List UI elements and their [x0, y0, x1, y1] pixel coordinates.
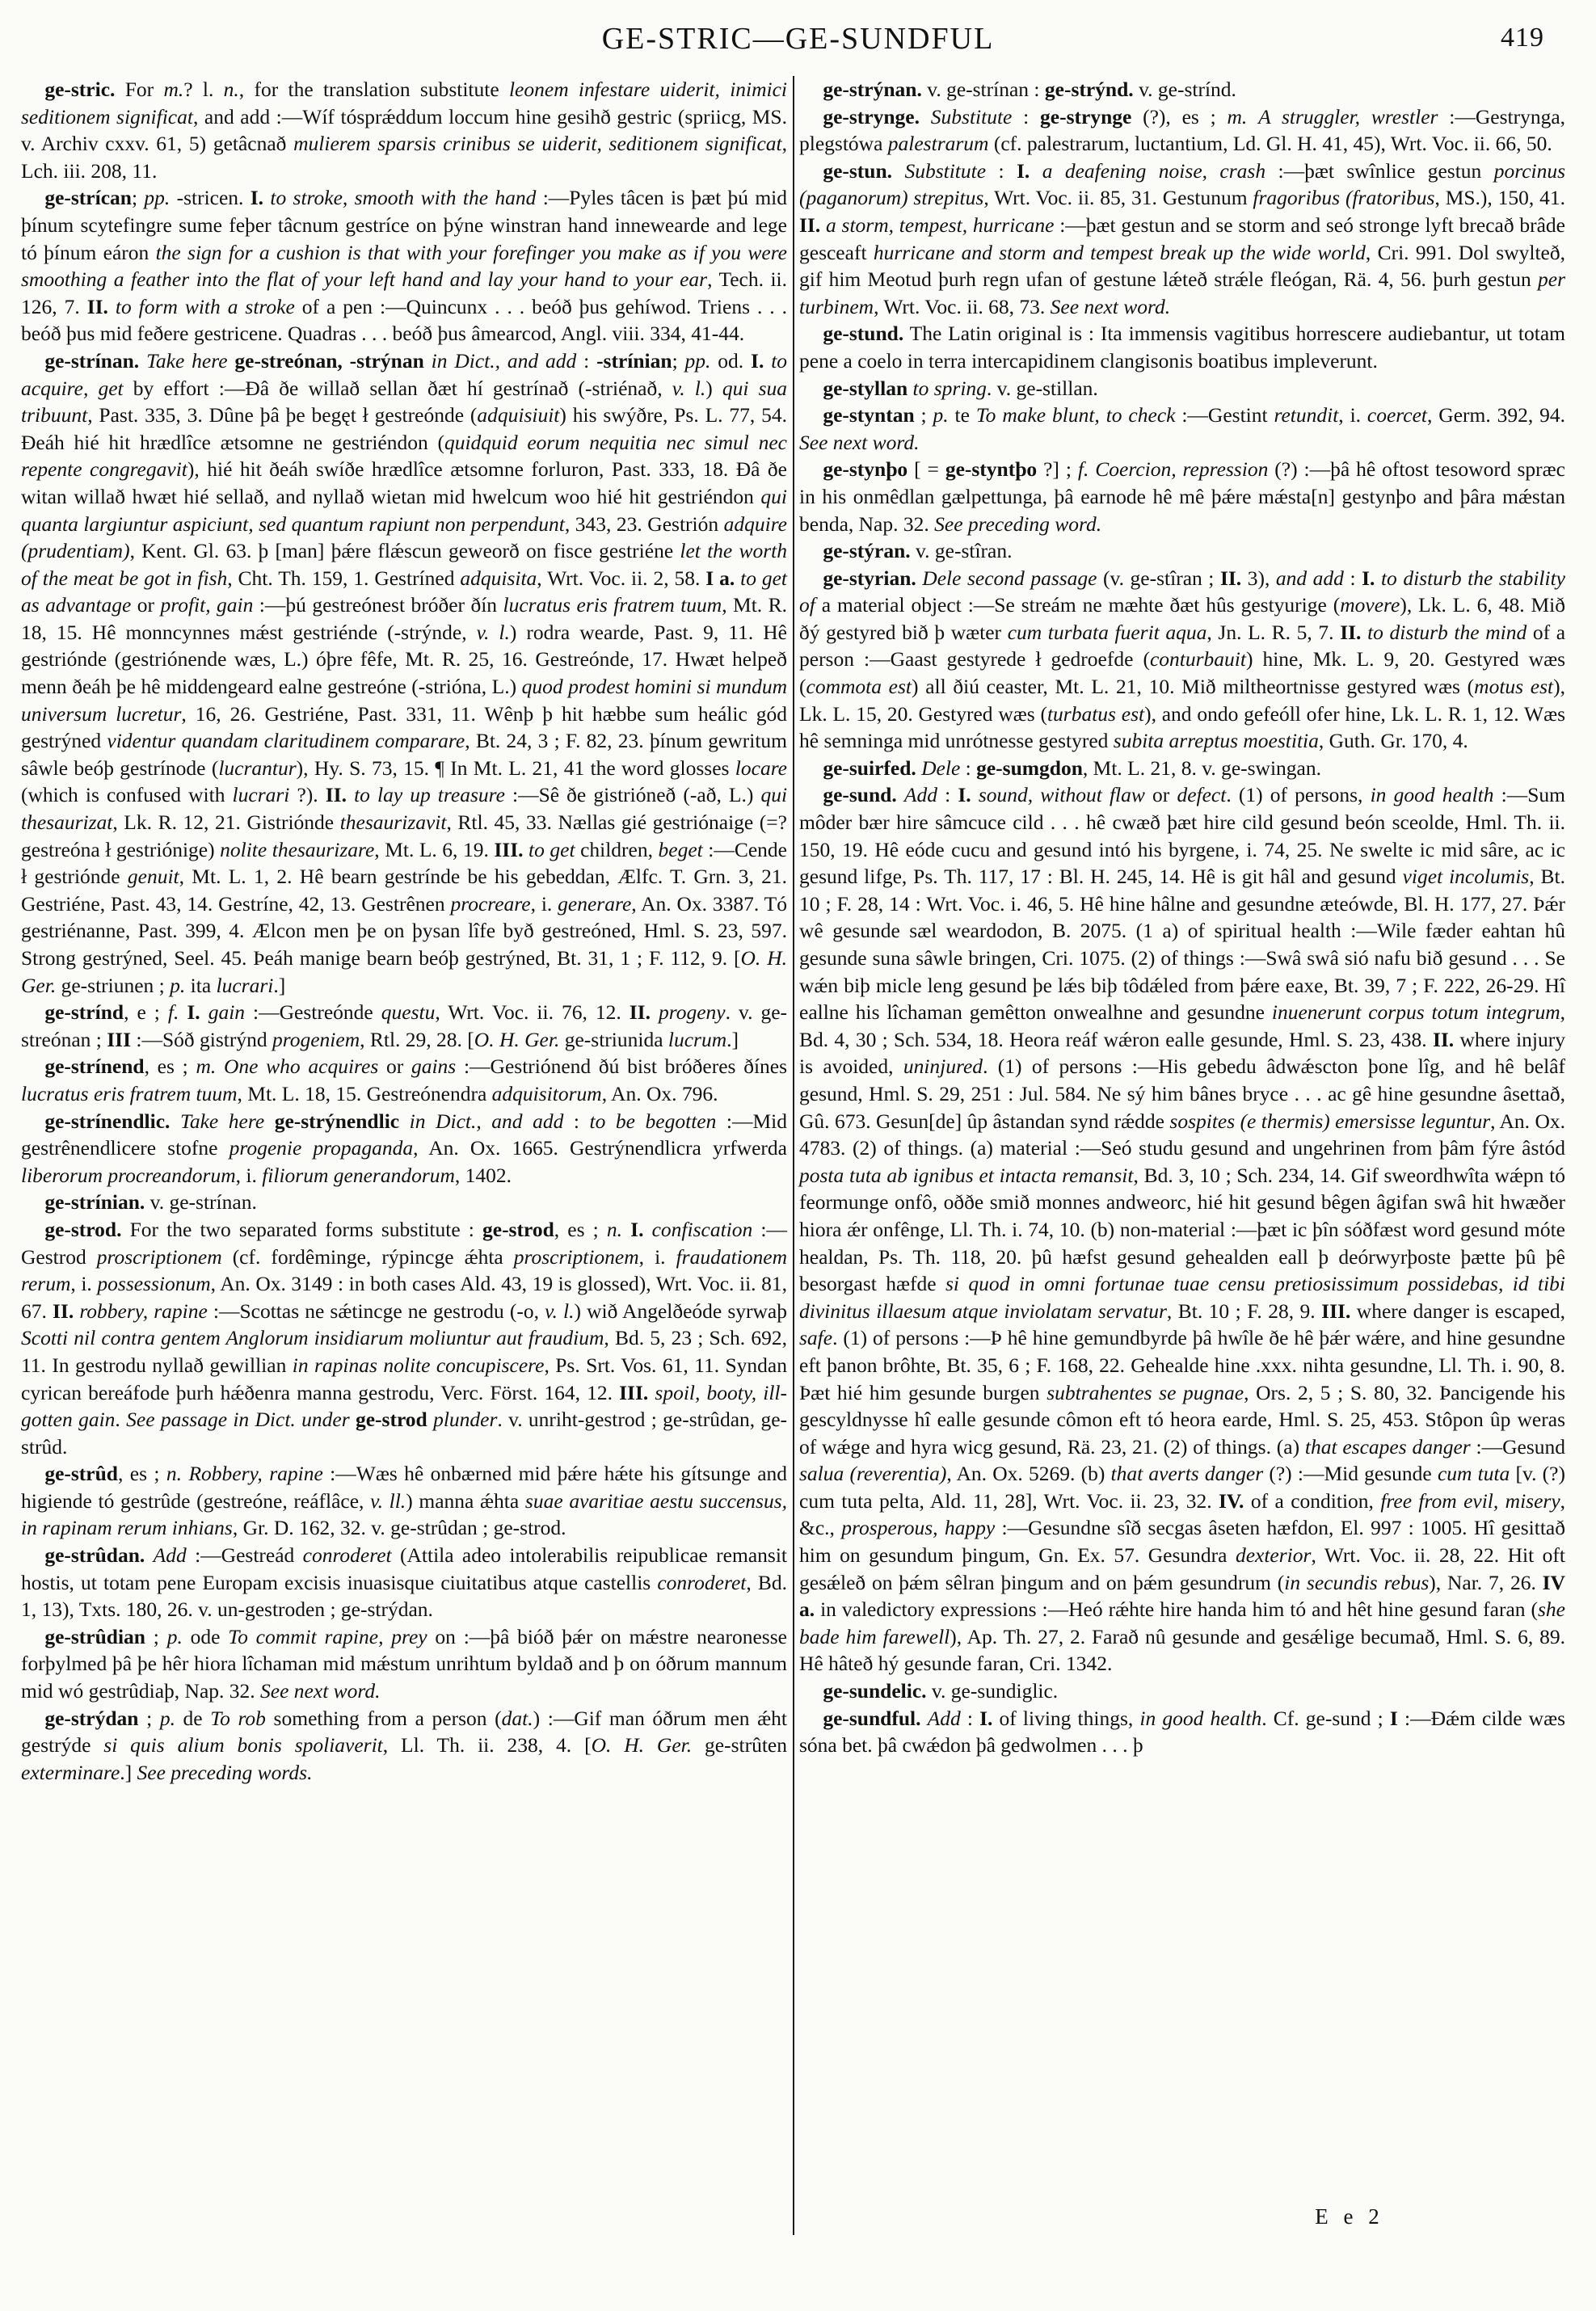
text-columns — [21, 76, 1575, 2311]
column-left — [21, 76, 787, 1786]
dictionary-entry: ge-strínian. v. ge-strínan. — [44, 1190, 257, 1214]
dictionary-entry: ge-strícan; pp. -stricen. I. to stroke, smooth with the hand :—Pyles tâcen is þæt þú mid þínum scytefingre sume feþer tâcnum gestríce on þýne winstran hand innewearde and lege tó þínum eáron the sign for a cushion is that with your forefinger you make as if you were smoothing a feather into the flat of your left hand and lay your hand to your ear, Tech. ii. 126, 7. II. to form with a stroke of a pen :—Quincunx . . . beóð þus gehíwod. Triens . . . beóð þus mid feðere gestricene. Quadras . . . beóð þus âmearcod, Angl. viii. 334, 41-44. — [21, 186, 788, 346]
dictionary-entry: ge-strûdian ; p. ode To commit rapine, prey on :—þâ bióð þǽr on mǽstre nearonesse forþylmed þâ þe hêr hiora lîchaman mid mǽstum unrihtum byldað and þ on óðrum mannum mid wó gestrûdiaþ, Nap. 32. See next word. — [21, 1624, 787, 1703]
dictionary-entry: ge-sund. Add : I. sound, without flaw or defect. (1) of persons, in good health :—Sum môder bær hire sâmcuce cild . . . hê cwæð þæt hire cild gesund beón sceolde, Hml. Th. ii. 150, 19. Hê eóde cucu and gesund intó his byrgene, i. 74, 25. Ne swelte ic mid sâre, ac ic gesund lifge, Ps. Th. 117, 17 : Bl. H. 245, 14. Hê is git hâl and gesund viget incolumis, Bt. 10 ; F. 28, 14 : Wrt. Voc. i. 46, 5. Hê hine hâlne and gesundne æteówde, Bl. H. 177, 27. Þǽr wê gesunde sæl weardodon, B. 2075. (1 a) of spiritual health :—Wile fæder eahtan hû gesunde suna sâwle bringen, Cri. 1075. (2) of things :—Swâ swâ sió nafu bið gesund . . . Se wǽn biþ micle leng gesund þe lǽs biþ tôdǽled from þǽre eaxe, Bt. 39, 7 ; F. 222, 26-29. Hî eallne his lîchaman gemêtton onwealhne and gesundne inuenerunt corpus totum integrum, Bd. 4, 30 ; Sch. 534, 18. Heora reáf wǽron ealle gesunde, Hml. S. 23, 438. II. where injury is avoided, uninjured. (1) of persons :—His gebedu âdwǽscton þone lîg, and hê belâf gesund, Hml. S. 29, 251 : Jul. 584. Ne sý him bânes bryce . . . ac gê hine gesundne âsettað, Gû. 673. Gesun[de] ûp âstandan synd rǽdde sospites (e thermis) emersisse leguntur, An. Ox. 4783. (2) of things. (a) material :—Seó studu gesund and ungehrinen from þâm fýre âstód posta tuta ab ignibus et intacta remansit, Bd. 3, 10 ; Sch. 234, 14. Gif sweordhwîta wǽpn tó feormunge onfô, oððe smið monnes andweorc, hié hit gesund bêgen âgifan swâ hit hwæðer hiora ǽr onfênge, Ll. Th. i. 74, 10. (b) non-material :—þæt ic þîn sóðfæst word gesund móte healdan, Ps. Th. 118, 20. þû hæfst gesund gehealden eall þ deórwyrþoste þætte þû þê besorgast hæfde si quod in omni fortunae tuae censu pretiosissimum possidebas, id tibi divinitus illaesum atque inviolatam servatur, Bt. 10 ; F. 28, 9. III. where danger is escaped, safe. (1) of persons :—Þ hê hine gemundbyrde þâ hwîle ðe hê þǽr wǽre, and hine gesundne eft þanon brôhte, Bt. 35, 6 ; F. 168, 22. Gehealde hine .xxx. nihta gesundne, Ll. Th. i. 90, 8. Þæt hié him gesunde burgen subtrahentes se pugnae, Ors. 2, 5 ; S. 80, 32. Þancigende his gescyldnysse hî ealle gesunde cômon eft tó heora earde, Hml. S. 25, 453. Stôpon ûp weras of wǽge and hyra wicg gesund, Rä. 23, 21. (2) of things. (a) that escapes danger :—Gesund salua (reverentia), An. Ox. 5269. (b) that averts danger (?) :—Mid gesunde cum tuta [v. (?) cum tuta pelta, Ald. 11, 28], Wrt. Voc. ii. 23, 32. IV. of a condition, free from evil, misery, &c., prosperous, happy :—Gesundne sîð secgas âseten hæfdon, El. 997 : 1005. Hî gesittað him on gesundum þingum, Gn. Ex. 57. Gesundra dexterior, Wrt. Voc. ii. 28, 22. Hit oft gesǽleð on þǽm sêlran þingum and on þǽm gesundrum (in secundis rebus), Nar. 7, 26. IV a. in valedictory expressions :—Heó rǽhte hire handa him tó and hêt hine gesund faran (she bade him farewell), Ap. Th. 27, 2. Farað nû gesunde and gesǽlige becumað, Hml. S. 6, 89. Hê hâteð hý gesunde faran, Cri. 1342. — [799, 783, 1566, 1676]
signature-mark: E e 2 — [1315, 2204, 1384, 2229]
column-divider-rule — [793, 76, 794, 2235]
dictionary-entry: ge-styrian. Dele second passage (v. ge-stîran ; II. 3), and add : I. to disturb the stability of a material object :—Se streám ne mæhte ðæt hûs gestyurige (movere), Lk. L. 6, 48. Mið ðý gestyred bið þ wæter cum turbata fuerit aqua, Jn. L. R. 5, 7. II. to disturb the mind of a person :—Gaast gestyrede ł gedroefde (conturbauit) hine, Mk. L. 9, 20. Gestyred wæs (commota est) all ðiú ceaster, Mt. L. 21, 10. Mið miltheortnisse gestyred wæs (motus est), Lk. L. 15, 20. Gestyred wæs (turbatus est), and ondo gefeóll ofer hine, Lk. L. R. 1, 12. Wæs hê semninga mid unrótnesse gestyred subita arreptus moestitia, Guth. Gr. 170, 4. — [799, 566, 1566, 753]
dictionary-entry: ge-strínd, e ; f. I. gain :—Gestreónde questu, Wrt. Voc. ii. 76, 12. II. progeny. v. ge-streónan ; III :—Sóð gistrýnd progeniem, Rtl. 29, 28. [O. H. Ger. ge-striunida lucrum.] — [21, 1000, 788, 1051]
dictionary-entry: ge-stýran. v. ge-stîran. — [823, 539, 1013, 563]
dictionary-entry: ge-suirfed. Dele : ge-sumgdon, Mt. L. 21, 8. v. ge-swingan. — [823, 756, 1321, 780]
dictionary-entry: ge-strínend, es ; m. One who acquires or gains :—Gestriónend ðú bist bróðeres ðínes lucratus eris fratrem tuum, Mt. L. 18, 15. Gestreónendra adquisitorum, An. Ox. 796. — [21, 1054, 788, 1105]
dictionary-entry: ge-sundful. Add : I. of living things, in good health. Cf. ge-sund ; I :—Ðǽm cilde wæs sóna bet. þâ cwǽdon þâ gedwolmen . . . þ — [799, 1706, 1566, 1757]
page-header — [0, 15, 1596, 71]
dictionary-entry: ge-stun. Substitute : I. a deafening noise, crash :—þæt swînlice gestun porcinus (paganorum) strepitus, Wrt. Voc. ii. 85, 31. Gestunum fragoribus (fratoribus, MS.), 150, 41. II. a storm, tempest, hurricane :—þæt gestun and se storm and seó stronge lyft brecað brâde gesceaft hurricane and storm and tempest break up the wide world, Cri. 991. Dol swylteð, gif him Meotud þurh regn ufan of gestune lǽteð strǽle fleógan, Rä. 4, 56. þurh gestun per turbinem, Wrt. Voc. ii. 68, 73. See next word. — [799, 158, 1566, 318]
column-right — [799, 76, 1565, 1759]
dictionary-entry: ge-stund. The Latin original is : Ita immensis vagitibus horrescere audiebantur, ut totam pene a coelo in terra intercapidinem clangisonis boatibus impleverunt. — [799, 322, 1565, 373]
dictionary-entry: ge-strýdan ; p. de To rob something from a person (dat.) :—Gif man óðrum men ǽht gestrýde si quis alium bonis spoliaverit, Ll. Th. ii. 238, 4. [O. H. Ger. ge-strûten exterminare.] See preceding words. — [21, 1706, 787, 1784]
dictionary-entry: ge-styntan ; p. te To make blunt, to check :—Gestint retundit, i. coercet, Germ. 392, 94. See next word. — [799, 403, 1565, 454]
page-number: 419 — [1501, 23, 1544, 53]
dictionary-entry: ge-stynþo [ = ge-styntþo ?] ; f. Coercion, repression (?) :—þâ hê oftost tesoword spræc in his onmêdlan gælpettunga, þâ earnode hê mê þǽre mǽsta[n] gestynþo and þâra mǽstan benda, Nap. 32. See preceding word. — [799, 457, 1566, 536]
dictionary-entry: ge-strínendlic. Take here ge-strýnendlic in Dict., and add : to be begotten :—Mid gestrênendlicere stofne progenie propaganda, An. Ox. 1665. Gestrýnendlicra yrfwerda liberorum procreandorum, i. filiorum generandorum, 1402. — [21, 1109, 788, 1187]
dictionary-entry: ge-strod. For the two separated forms substitute : ge-strod, es ; n. I. confiscation :—Gestrod proscriptionem (cf. fordêminge, rýpincge ǽhta proscriptionem, i. fraudationem rerum, i. possessionum, An. Ox. 3149 : in both cases Ald. 43, 19 is glossed), Wrt. Voc. ii. 81, 67. II. robbery, rapine :—Scottas ne sǽtincge ne gestrodu (-o, v. l.) wið Angelðeóde syrwaþ Scotti nil contra gentem Anglorum insidiarum moliuntur aut fraudium, Bd. 5, 23 ; Sch. 692, 11. In gestrodu nyllað gewillian in rapinas nolite concupiscere, Ps. Srt. Vos. 61, 11. Syndan cyrican bereáfode þurh hǽðenra manna gestrodu, Verc. Först. 164, 12. III. spoil, booty, ill-gotten gain. See passage in Dict. under ge-strod plunder. v. unriht-gestrod ; ge-strûdan, ge-strûd. — [21, 1217, 788, 1459]
dictionary-entry: ge-strûdan. Add :—Gestreád conroderet (Attila adeo intolerabilis reipublicae remansit hostis, ut totam pene Europam excisis inuasisque ciuitatibus atque castellis conroderet, Bd. 1, 13), Txts. 180, 26. v. un-gestroden ; ge-strýdan. — [21, 1543, 787, 1622]
dictionary-entry: ge-strínan. Take here ge-streónan, -strýnan in Dict., and add : -strínian; pp. od. I. to acquire, get by effort :—Ðâ ðe willað sellan ðæt hí gestrínað (-striénað, v. l.) qui sua tribuunt, Past. 335, 3. Dûne þâ þe begęt ł gestreónde (adquisiuit) his swýðre, Ps. L. 77, 54. Ðeáh hié hit hrædlîce ætsomne ne gestriéndon (quidquid eorum nequitia nec simul nec repente congregavit), hié hit ðeáh swíðe hrædlîce ætsomne forluron, Past. 333, 18. Ðâ ðe witan willað hwæt hié sellað, and nyllað wietan mid hwelcum woo hié hit gestriéndon qui quanta largiuntur aspiciunt, sed quantum rapiunt non perpendunt, 343, 23. Gestrión adquire (prudentiam), Kent. Gl. 63. þ [man] þǽre flǽscun geweorð on fisce gestriéne let the worth of the meat be got in fish, Cht. Th. 159, 1. Gestríned adquisita, Wrt. Voc. ii. 2, 58. I a. to get as advantage or profit, gain :—þú gestreónest bróðer ðín lucratus eris fratrem tuum, Mt. R. 18, 15. Hê monncynnes mǽst gestriénde (-strýnde, v. l.) rodra wearde, Past. 9, 11. Hê gestriónde (gestriónende wæs, L.) óþre fêfe, Mt. R. 25, 16. Gestreónde, 17. Hwæt helpeð menn ðeáh þe hê middengeard ealne gestreóne (-strióna, L.) quod prodest homini si mundum universum lucretur, 16, 26. Gestriéne, Past. 331, 11. Wênþ þ hit hæbbe sum heálic gód gestrýned videntur quandam claritudinem comparare, Bt. 24, 3 ; F. 82, 23. þínum gewritum sâwle beóþ gestrínode (lucrantur), Hy. S. 73, 15. ¶ In Mt. L. 21, 41 the word glosses locare (which is confused with lucrari ?). II. to lay up treasure :—Sê ðe gistrióneð (-að, L.) qui thesaurizat, Lk. R. 12, 21. Gistriónde thesaurizavit, Rtl. 45, 33. Nællas gié gestriónaige (=? gestreóna ł gestriónige) nolite thesaurizare, Mt. L. 6, 19. III. to get children, beget :—Cende ł gestriónde genuit, Mt. L. 1, 2. Hê bearn gestrínde be his gebeddan, Ælfc. T. Grn. 3, 21. Gestriéne, Past. 43, 14. Gestríne, 42, 13. Gestrênen procreare, i. generare, An. Ox. 3387. Tó gestriénanne, Past. 399, 4. Ælcon men þe on þysan lîfe byð gestreóned, Hml. S. 23, 597. Strong gestrýned, Seel. 45. Þeáh manige bearn beóþ gestrýned, Bt. 31, 1 ; F. 112, 9. [O. H. Ger. ge-striunen ; p. ita lucrari.] — [21, 348, 788, 997]
running-title: GE-STRIC—GE-SUNDFUL — [601, 22, 995, 56]
dictionary-entry: ge-strynge. Substitute : ge-strynge (?), es ; m. A struggler, wrestler :—Gestrynga, plegstówa palestrarum (cf. palestrarum, luctantium, Ld. Gl. H. 41, 45), Wrt. Voc. ii. 66, 50. — [799, 104, 1566, 156]
dictionary-entry: ge-strýnan. v. ge-strínan : ge-strýnd. v. ge-strínd. — [823, 78, 1236, 101]
dictionary-entry: ge-styllan to spring. v. ge-stillan. — [823, 376, 1098, 400]
dictionary-entry: ge-stric. For m.? l. n., for the translation substitute leonem infestare uiderit, inimici seditionem significat, and add :—Wíf tósprǽddum loccum hine gesihð gestric (spriicg, MS. v. Archiv cxxv. 61, 5) getâcnað mulierem sparsis crinibus se uiderit, seditionem significat, Lch. iii. 208, 11. — [21, 78, 788, 183]
dictionary-entry: ge-sundelic. v. ge-sundiglic. — [823, 1679, 1059, 1703]
dictionary-entry: ge-strûd, es ; n. Robbery, rapine :—Wæs hê onbærned mid þǽre hǽte his gítsunge and higiende tó gestrûde (gestreóne, reáflâce, v. ll.) manna ǽhta suae avaritiae aestu succensus, in rapinam rerum inhians, Gr. D. 162, 32. v. ge-strûdan ; ge-strod. — [21, 1462, 788, 1540]
